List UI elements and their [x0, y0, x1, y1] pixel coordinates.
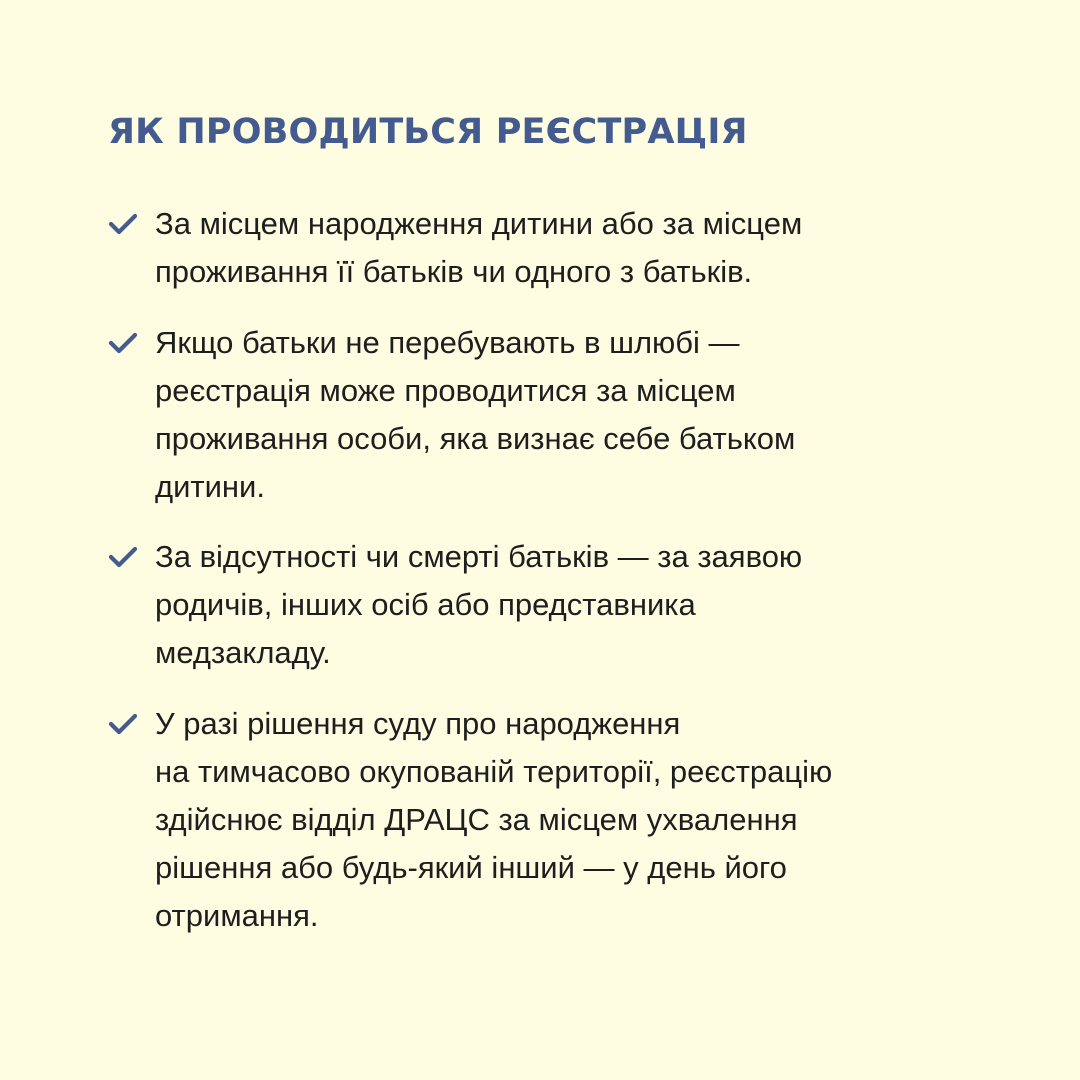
list-item-text: У разі рішення суду про народження на тимчасово окупованій території, реєстрацію здійснює відділ ДРАЦС за місцем ухвалення рішення або будь-який інший — у день його отримання.: [155, 706, 833, 933]
check-icon: [108, 545, 138, 569]
check-icon: [108, 712, 138, 736]
check-icon: [108, 331, 138, 355]
page-title: ЯК ПРОВОДИТЬСЯ РЕЄСТРАЦІЯ: [108, 112, 748, 152]
list-item-text: За місцем народження дитини або за місцем проживання її батьків чи одного з батьків.: [155, 206, 803, 289]
list-item-text: Якщо батьки не перебувають в шлюбі — реєстрація може проводитися за місцем проживання особи, яка визнає себе батьком дитини.: [155, 325, 796, 504]
check-icon: [108, 212, 138, 236]
list-item-text: За відсутності чи смерті батьків — за заявою родичів, інших осіб або представника медзакладу.: [155, 539, 803, 670]
